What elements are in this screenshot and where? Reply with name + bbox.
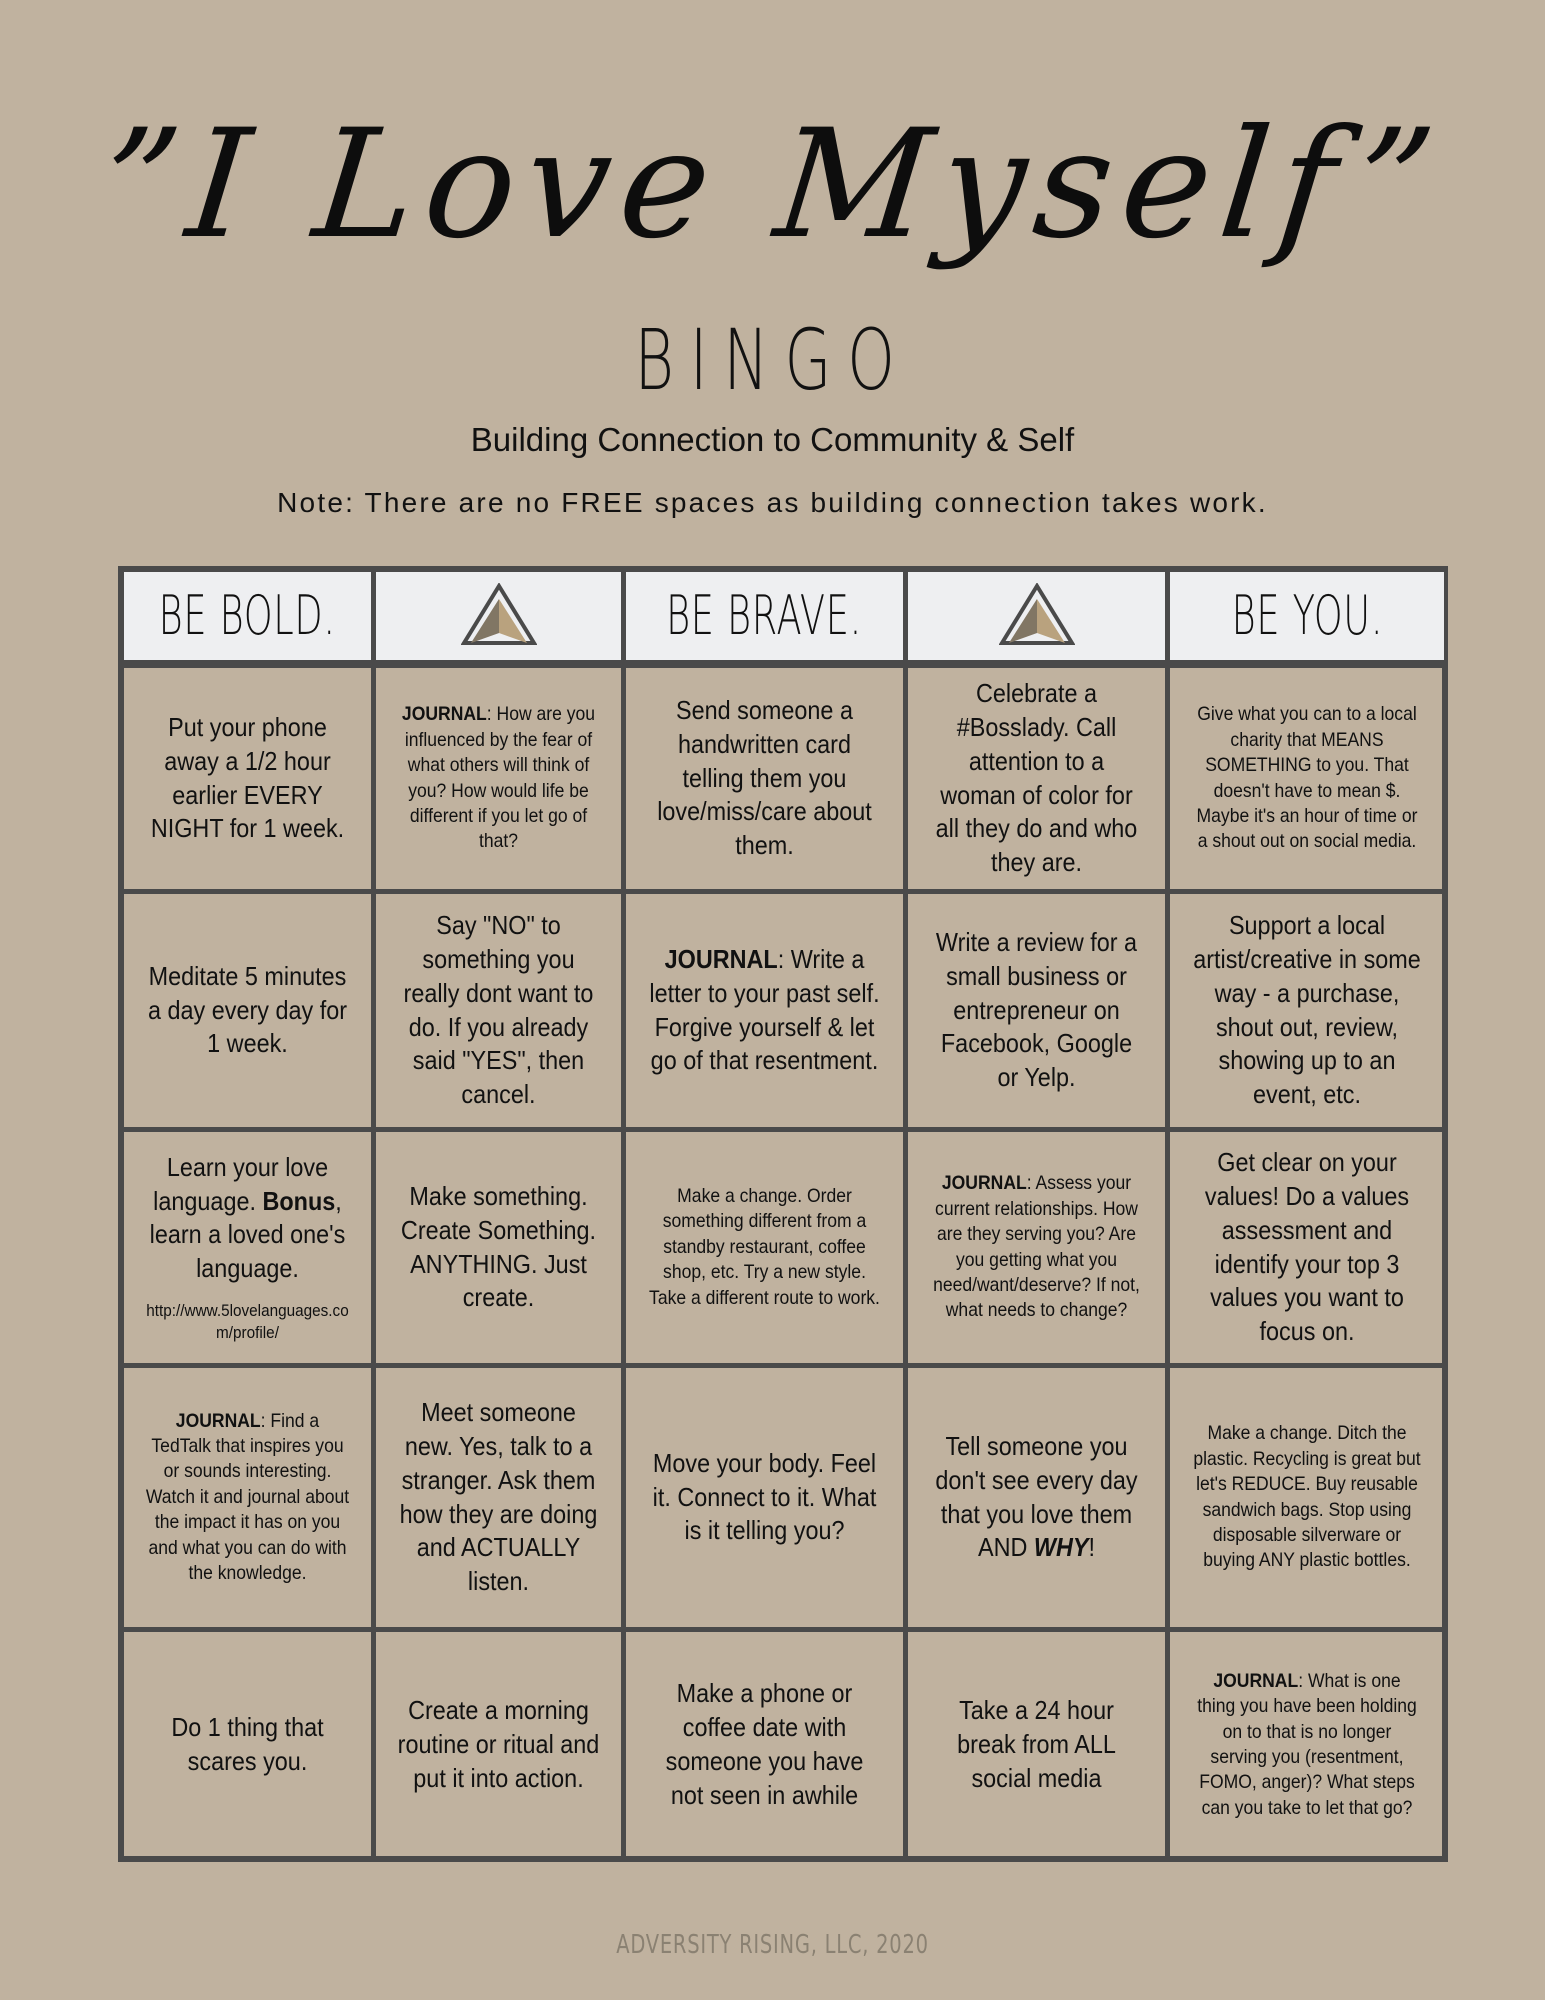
bingo-square[interactable] bbox=[1170, 1632, 1444, 1858]
bingo-square[interactable] bbox=[908, 1368, 1170, 1632]
bingo-square[interactable] bbox=[1170, 668, 1444, 894]
bingo-square[interactable] bbox=[1170, 894, 1444, 1132]
square-text: Meet someone new. Yes, talk to a stranger. Ask them how they are doing and ACTUALLY listen. bbox=[399, 1397, 598, 1597]
bingo-square[interactable] bbox=[1170, 1132, 1444, 1368]
bingo-square[interactable] bbox=[124, 1132, 376, 1368]
bingo-square[interactable] bbox=[626, 1632, 908, 1858]
square-text: JOURNAL: Assess your current relationships. How are they serving you? Are you getting what you need/want/deserve? If not, what needs to change? bbox=[933, 1172, 1140, 1322]
bingo-square[interactable] bbox=[376, 1368, 626, 1632]
square-text: Move your body. Feel it. Connect to it. What is it telling you? bbox=[652, 1447, 877, 1546]
bingo-square[interactable] bbox=[1170, 1368, 1444, 1632]
square-text: Write a review for a small business or entrepreneur on Facebook, Google or Yelp. bbox=[935, 927, 1138, 1093]
bingo-square[interactable] bbox=[376, 894, 626, 1132]
journal-label: JOURNAL bbox=[664, 943, 778, 974]
bingo-square[interactable] bbox=[626, 1368, 908, 1632]
journal-label: JOURNAL bbox=[1213, 1669, 1299, 1692]
square-text: JOURNAL: Write a letter to your past self. Forgive yourself & let go of that resentment. bbox=[649, 943, 880, 1076]
bingo-square[interactable] bbox=[626, 894, 908, 1132]
square-text: JOURNAL: How are you influenced by the fear of what others will think of you? How would life be different if you let go of that? bbox=[401, 703, 596, 853]
column-header-be-bold bbox=[124, 572, 376, 668]
square-text: JOURNAL: What is one thing you have been holding on to that is no longer serving you (resentment, FOMO, anger)? What steps can you take to let that go? bbox=[1197, 1669, 1417, 1819]
square-text: Do 1 thing that scares you. bbox=[171, 1712, 324, 1776]
triangle-logo-icon bbox=[461, 583, 537, 649]
column-header-logo bbox=[376, 572, 626, 668]
column-header-label: BE BOLD. bbox=[158, 584, 337, 647]
square-text: Make a change. Order something different from a standby restaurant, coffee shop, etc. Try a new style. Take a different route to work. bbox=[649, 1185, 880, 1309]
subtitle: Building Connection to Community & Self bbox=[470, 421, 1075, 458]
square-text: Put your phone away a 1/2 hour earlier EVERY NIGHT for 1 week. bbox=[150, 711, 345, 844]
square-text: Learn your love language. Bonus, learn a loved one's language. bbox=[149, 1151, 346, 1284]
square-text: Make a change. Ditch the plastic. Recycling is great but let's REDUCE. Buy reusable sandwich bags. Stop using disposable silverware or buying ANY plastic bottles. bbox=[1193, 1422, 1421, 1572]
bingo-square[interactable] bbox=[908, 1632, 1170, 1858]
footer-credit: ADVERSITY RISING, LLC, 2020 bbox=[616, 1930, 929, 1960]
square-text: Support a local artist/creative in some way - a purchase, shout out, review, showing up to an event, etc. bbox=[1193, 910, 1421, 1110]
page-title: ”I Love Myself” bbox=[93, 98, 1452, 272]
square-text: Make a phone or coffee date with someone you have not seen in awhile bbox=[665, 1678, 864, 1810]
bonus-label: Bonus bbox=[262, 1185, 336, 1216]
square-text: Meditate 5 minutes a day every day for 1 week. bbox=[147, 960, 348, 1059]
square-text: JOURNAL: Find a TedTalk that inspires you or sounds interesting. Watch it and journal about the impact it has on you and what you can do with the knowledge. bbox=[145, 1409, 350, 1584]
square-text: Send someone a handwritten card telling them you love/miss/care about them. bbox=[657, 695, 872, 861]
square-text: Create a morning routine or ritual and put it into action. bbox=[397, 1695, 600, 1793]
square-text: Get clear on your values! Do a values assessment and identify your top 3 values you want to focus on. bbox=[1204, 1147, 1410, 1347]
column-header-logo bbox=[908, 572, 1170, 668]
square-text: Celebrate a #Bosslady. Call attention to a woman of color for all they do and who they are. bbox=[935, 678, 1138, 878]
column-header-label: BE BRAVE. bbox=[666, 584, 863, 647]
bingo-square[interactable] bbox=[908, 1132, 1170, 1368]
bingo-square[interactable] bbox=[376, 1632, 626, 1858]
note: Note: There are no FREE spaces as building connection takes work. bbox=[277, 487, 1268, 518]
bingo-square[interactable] bbox=[376, 1132, 626, 1368]
bingo-square[interactable] bbox=[908, 894, 1170, 1132]
square-text: Make something. Create Something. ANYTHING. Just create. bbox=[400, 1180, 597, 1313]
square-text: Take a 24 hour break from ALL social media bbox=[957, 1695, 1116, 1793]
journal-label: JOURNAL bbox=[401, 703, 487, 726]
bingo-square[interactable] bbox=[124, 1632, 376, 1858]
square-text: Say "NO" to something you really dont want to do. If you already said "YES", then cancel. bbox=[403, 910, 594, 1110]
bingo-card bbox=[118, 566, 1448, 1862]
column-header-be-you bbox=[1170, 572, 1444, 668]
bingo-square[interactable] bbox=[626, 1132, 908, 1368]
journal-label: JOURNAL bbox=[175, 1409, 261, 1432]
bingo-square[interactable] bbox=[626, 668, 908, 894]
bingo-square[interactable] bbox=[124, 668, 376, 894]
love-languages-link[interactable]: http://www.5lovelanguages.com/profile/ bbox=[146, 1301, 349, 1343]
bingo-square[interactable] bbox=[124, 894, 376, 1132]
square-text: Tell someone you don't see every day that you love them AND WHY! bbox=[935, 1430, 1138, 1563]
journal-label: JOURNAL bbox=[941, 1172, 1027, 1195]
column-header-be-brave bbox=[626, 572, 908, 668]
bingo-square[interactable] bbox=[376, 668, 626, 894]
bingo-heading: BINGO bbox=[634, 311, 911, 409]
bingo-square[interactable] bbox=[124, 1368, 376, 1632]
column-header-label: BE YOU. bbox=[1231, 584, 1383, 647]
bingo-square[interactable] bbox=[908, 668, 1170, 894]
square-text: Give what you can to a local charity that MEANS SOMETHING to you. That doesn't have to mean $. Maybe it's an hour of time or a shout out on social media. bbox=[1196, 703, 1418, 853]
why-label: WHY bbox=[1033, 1532, 1089, 1563]
triangle-logo-icon bbox=[999, 583, 1075, 649]
